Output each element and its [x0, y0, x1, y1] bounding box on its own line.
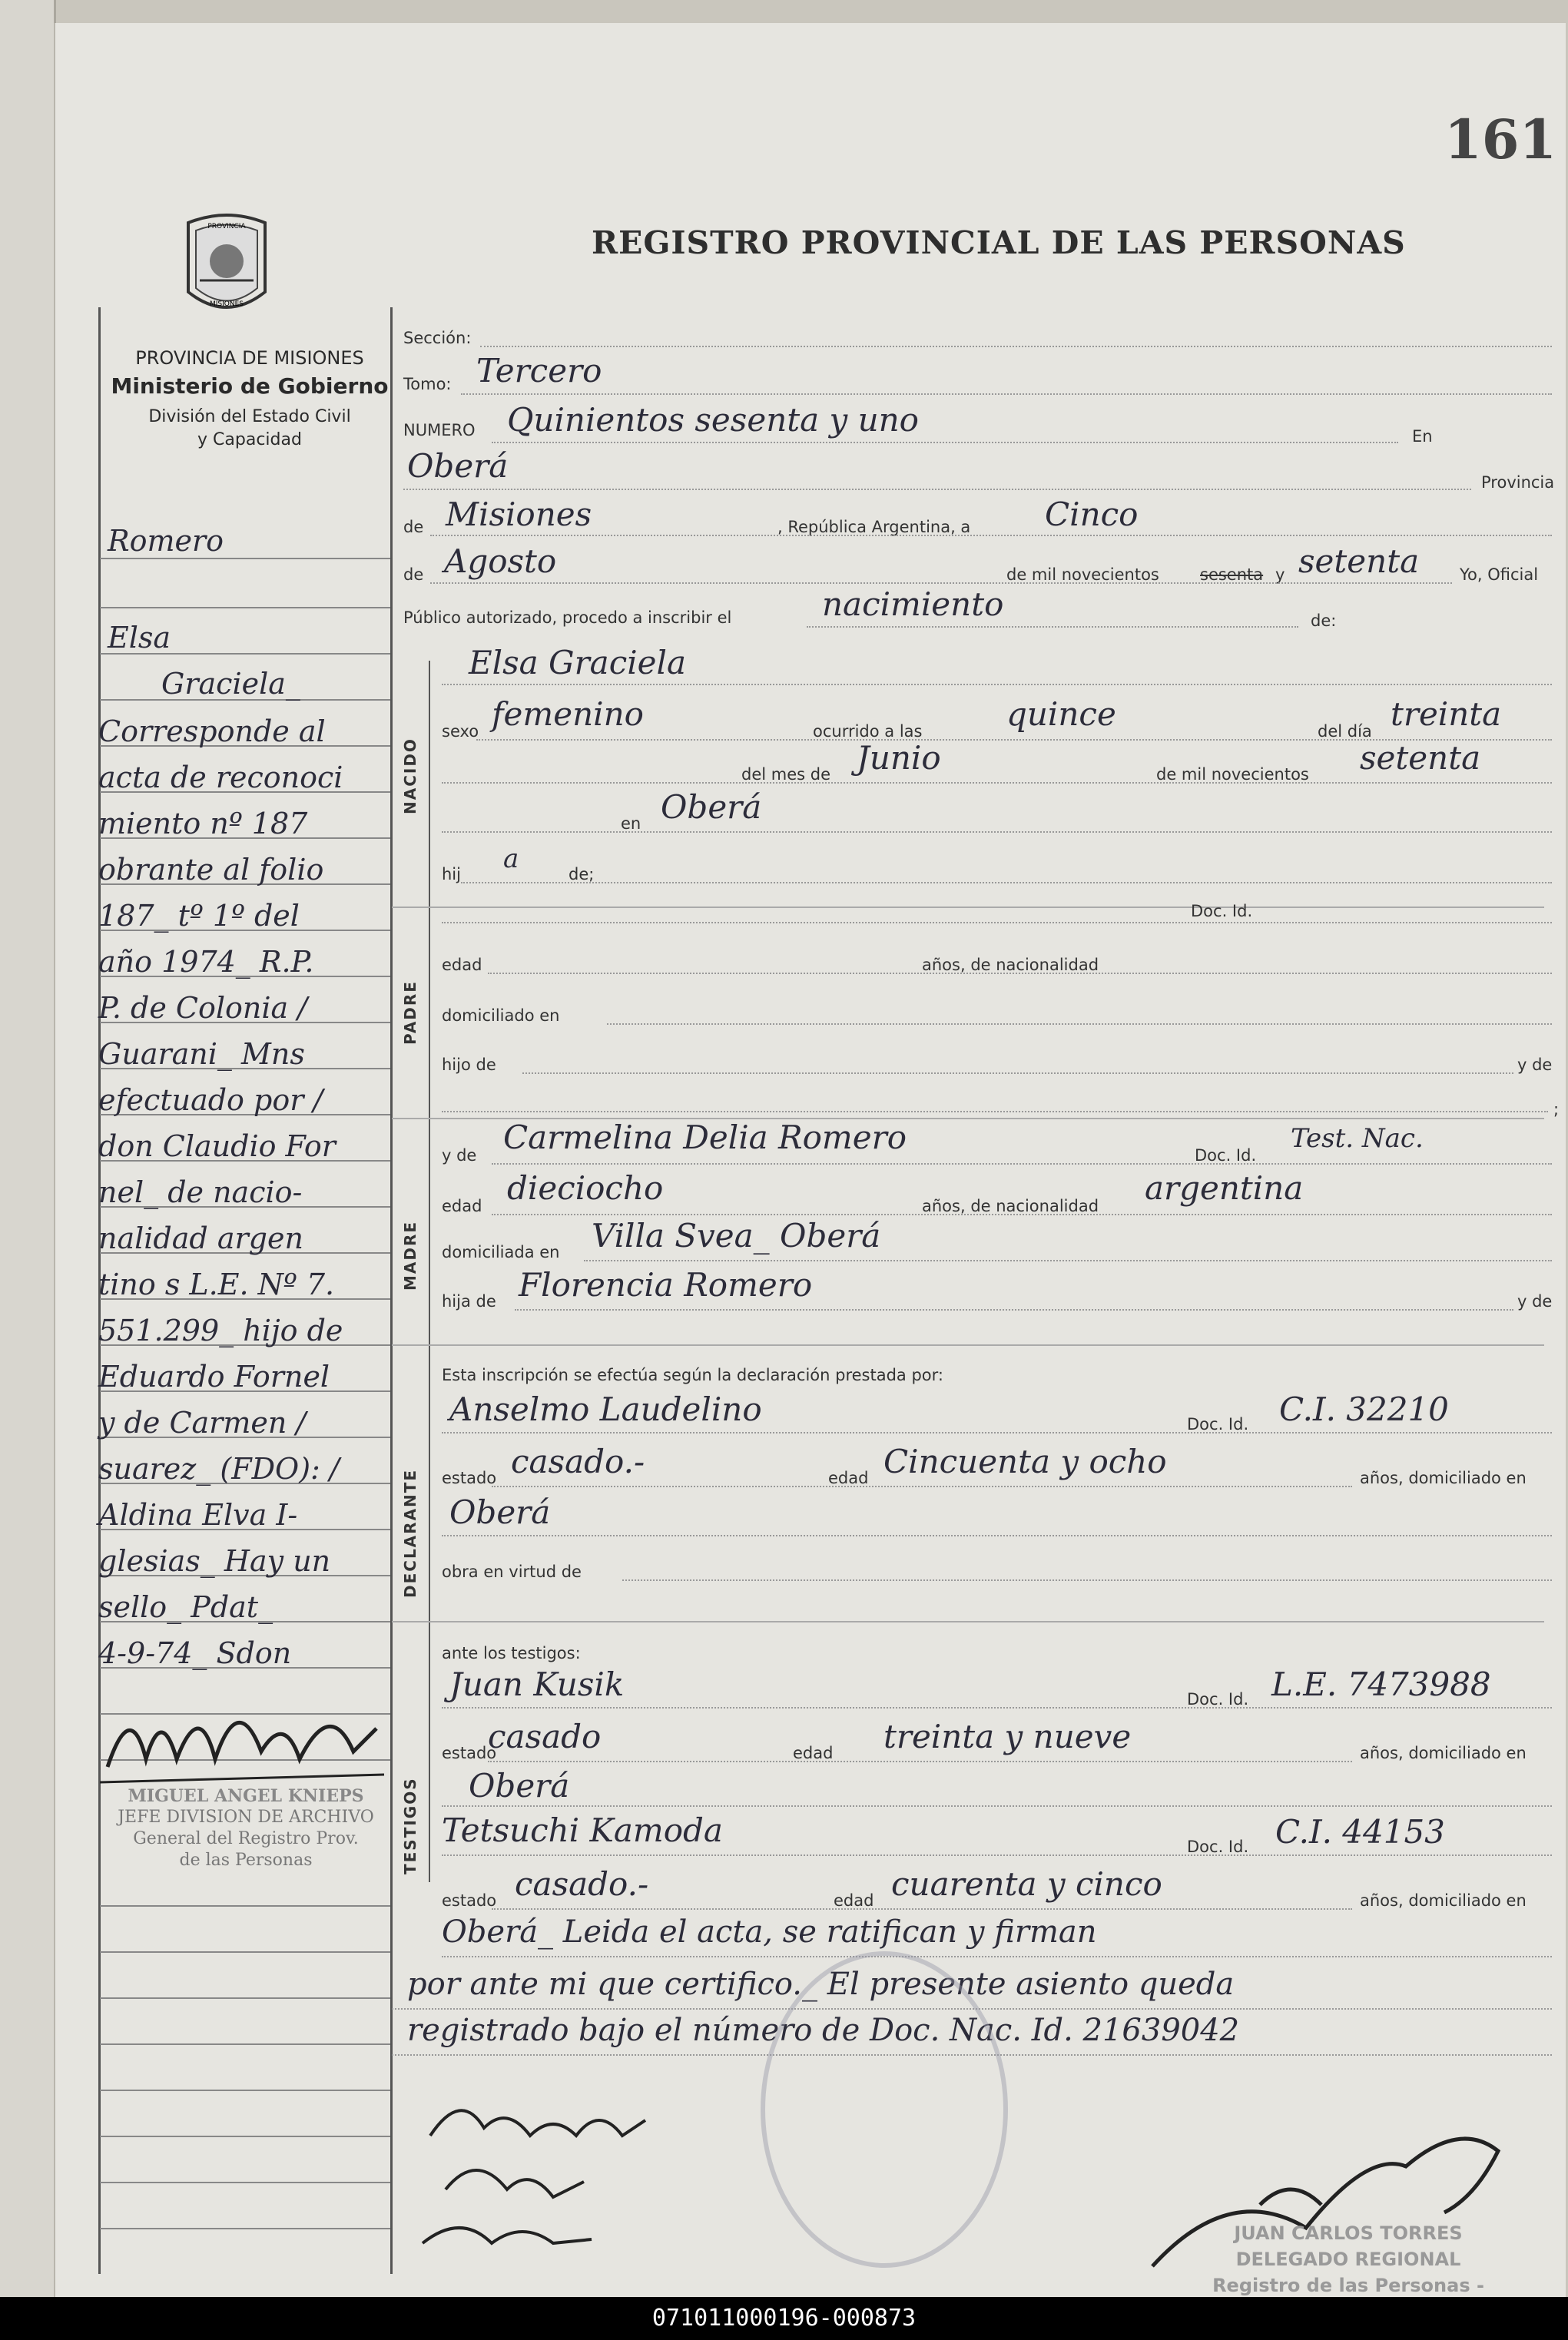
field-testigo2-edad: cuarenta y cinco	[891, 1865, 1162, 1903]
margin-note-line: 551.299_ hijo de	[98, 1314, 343, 1347]
label-tomo: Tomo:	[403, 375, 452, 393]
label-edad-madre: edad	[442, 1197, 482, 1215]
label-de-semicolon: de;	[569, 865, 595, 883]
label-domiciliada: domiciliada en	[442, 1243, 560, 1261]
label-y-de-padre: y de	[1517, 1056, 1553, 1074]
dotted-line	[461, 393, 1552, 395]
dotted-line	[492, 442, 1398, 443]
label-hij: hij	[442, 865, 461, 883]
label-anos-nacionalidad-madre: años, de nacionalidad	[922, 1197, 1099, 1215]
label-sesenta: sesenta	[1200, 565, 1264, 584]
field-mes: Agosto	[444, 542, 557, 580]
margin-note-line: efectuado por /	[98, 1083, 323, 1117]
label-anos-nacionalidad-padre: años, de nacionalidad	[922, 956, 1099, 974]
label-doc-id-declarante: Doc. Id.	[1187, 1415, 1249, 1433]
header-division	[104, 406, 396, 452]
field-testigo1-domicilio: Oberá	[469, 1767, 570, 1805]
margin-note-line: 187_ tº 1º del	[98, 899, 300, 933]
label-y-de-madre: y de	[442, 1146, 477, 1165]
field-testigo2-estado: casado.-	[515, 1865, 649, 1903]
dotted-line	[461, 882, 1552, 883]
margin-note-line: Corresponde al	[98, 714, 326, 748]
label-edad-testigo1: edad	[793, 1744, 834, 1762]
margin-note-line: y de Carmen /	[98, 1406, 307, 1440]
dotted-line	[442, 922, 1552, 923]
label-de-colon: de:	[1311, 612, 1337, 630]
dotted-line	[622, 1579, 1552, 1581]
dotted-line	[403, 489, 1471, 490]
field-testigo1: Juan Kusik	[449, 1666, 625, 1703]
margin-note-line: nalidad argen	[98, 1221, 303, 1255]
dotted-line	[492, 1214, 1552, 1215]
margin-surname: Romero	[108, 524, 224, 558]
dotted-line	[430, 582, 1452, 584]
label-estado-testigo2: estado	[442, 1891, 497, 1910]
margin-note-line: Guarani_ Mns	[98, 1037, 305, 1071]
margin-note-line: año 1974_ R.P.	[98, 945, 314, 979]
margin-note-line: tino s L.E. Nº 7.	[98, 1268, 335, 1301]
label-y-de-abuela: y de	[1517, 1292, 1553, 1311]
label-seccion: Sección:	[403, 329, 472, 347]
dotted-line	[442, 1535, 1552, 1536]
dotted-line	[492, 1908, 1352, 1910]
margin-stamp-line: MIGUEL ANGEL KNIEPS	[128, 1786, 364, 1806]
label-anos-domiciliado-testigo1: años, domiciliado en	[1360, 1744, 1527, 1762]
label-yo-oficial: Yo, Oficial	[1460, 565, 1539, 584]
margin-note-line: Eduardo Fornel	[98, 1360, 330, 1394]
margin-official-stamp	[85, 1785, 407, 1871]
dotted-line	[442, 1956, 1552, 1957]
section-divider	[392, 1621, 1544, 1622]
label-doc-id-testigo2: Doc. Id.	[1187, 1838, 1249, 1856]
section-label-nacido: NACIDO	[401, 737, 419, 814]
closing-line-2: por ante mi que certifico._ El presente asiento queda	[407, 1967, 1235, 2002]
field-nombre: Elsa Graciela	[469, 644, 686, 681]
dotted-line	[607, 1023, 1552, 1025]
round-official-stamp	[761, 1951, 1008, 2268]
field-lugar: Oberá	[407, 447, 509, 485]
margin-note-line: glesias_ Hay un	[98, 1544, 331, 1578]
label-anos-domiciliado-declarante: años, domiciliado en	[1360, 1469, 1527, 1487]
field-sexo: femenino	[492, 695, 644, 733]
footer-id: 071011000196-000873	[0, 2297, 1568, 2340]
label-hija-de: hija de	[442, 1292, 496, 1311]
emblem-bottom-text: MISIONES	[209, 300, 244, 308]
field-anio-nacimiento: setenta	[1360, 739, 1481, 777]
margin-stamp-line: de las Personas	[179, 1851, 313, 1870]
label-doc-id-madre: Doc. Id.	[1195, 1146, 1257, 1165]
margin-note-line: P. de Colonia /	[98, 991, 308, 1025]
dotted-line	[807, 626, 1298, 628]
section-label-declarante: DECLARANTE	[401, 1468, 419, 1598]
margin-stamp-line: General del Registro Prov.	[133, 1829, 359, 1848]
field-declarante-estado: casado.-	[511, 1443, 645, 1480]
signature-declarante	[415, 2074, 691, 2266]
field-testigo2: Tetsuchi Kamoda	[442, 1811, 723, 1849]
field-provincia: Misiones	[446, 496, 592, 533]
field-madre-hija-de: Florencia Romero	[519, 1266, 813, 1304]
dotted-line	[442, 684, 1552, 685]
margin-signature	[100, 1682, 392, 1798]
field-dia-nacimiento: treinta	[1391, 695, 1502, 733]
dotted-line	[515, 1309, 1513, 1311]
margin-note-line: acta de reconoci	[98, 761, 343, 794]
field-madre-domicilio: Villa Svea_ Oberá	[592, 1217, 881, 1255]
emblem-top-text: PROVINCIA	[207, 223, 246, 230]
field-numero: Quinientos sesenta y uno	[507, 401, 919, 439]
header-division-line1: División del Estado Civil	[148, 407, 351, 426]
section-divider	[392, 907, 1544, 908]
field-mes-nacimiento: Junio	[857, 739, 941, 777]
label-de: de	[403, 518, 424, 536]
field-hij: a	[503, 844, 519, 874]
label-de-2: de	[403, 565, 424, 584]
margin-first-name: Elsa	[108, 621, 171, 655]
section-label-testigos: TESTIGOS	[401, 1777, 419, 1874]
dotted-line	[480, 346, 1552, 347]
label-mil-novecientos: de mil novecientos	[1156, 765, 1309, 784]
label-doc-id-testigo1: Doc. Id.	[1187, 1690, 1249, 1709]
dotted-line	[442, 1707, 1552, 1709]
official-stamp-line: DELEGADO REGIONAL	[1235, 2249, 1461, 2270]
margin-note-line: Aldina Elva I-	[98, 1498, 298, 1532]
dotted-line	[492, 1163, 1552, 1165]
label-y: y	[1275, 565, 1285, 584]
field-hora: quince	[1006, 695, 1116, 733]
dotted-line	[522, 1072, 1513, 1074]
closing-line-1: Oberá_ Leida el acta, se ratifican y firman	[442, 1914, 1097, 1950]
dotted-line	[488, 1761, 1352, 1762]
field-madre-nombre: Carmelina Delia Romero	[503, 1119, 907, 1156]
field-declarante: Anselmo Laudelino	[449, 1390, 762, 1428]
label-de-mil-novecientos: de mil novecientos	[1006, 565, 1159, 584]
dotted-line	[442, 1805, 1552, 1807]
section-label-padre: PADRE	[401, 980, 419, 1045]
document-title: REGISTRO PROVINCIAL DE LAS PERSONAS	[592, 224, 1406, 261]
label-estado-testigo1: estado	[442, 1744, 497, 1762]
field-madre-doc: Test. Nac.	[1291, 1123, 1424, 1154]
margin-right-border	[390, 307, 393, 2274]
label-domiciliado-padre: domiciliado en	[442, 1006, 560, 1025]
field-declarante-doc: C.I. 32210	[1279, 1390, 1449, 1428]
margin-stamp-line: JEFE DIVISION DE ARCHIVO	[118, 1808, 374, 1827]
label-numero: NUMERO	[403, 421, 476, 439]
margin-note-line: miento nº 187	[98, 807, 308, 840]
section-divider	[392, 1344, 1544, 1346]
label-obra: obra en virtud de	[442, 1563, 582, 1581]
margin-second-name: Graciela_	[161, 667, 300, 701]
field-testigo1-edad: treinta y nueve	[883, 1718, 1132, 1755]
official-stamp-line: JUAN CARLOS TORRES	[1234, 2222, 1463, 2244]
label-sexo: sexo	[442, 722, 479, 741]
label-republica: , República Argentina, a	[777, 518, 971, 536]
label-ante-testigos: ante los testigos:	[442, 1644, 581, 1662]
label-provincia: Provincia	[1481, 473, 1555, 492]
label-hijo-de: hijo de	[442, 1056, 496, 1074]
provincia-misiones-emblem-icon	[181, 207, 273, 330]
header-division-line2: y Capacidad	[197, 430, 302, 449]
field-acto: nacimiento	[822, 585, 1004, 623]
official-stamp-line: Registro de las Personas -	[1212, 2275, 1484, 2296]
label-doc-id-padre: Doc. Id.	[1191, 902, 1253, 920]
field-madre-nacionalidad: argentina	[1145, 1169, 1304, 1207]
field-testigo1-estado: casado	[488, 1718, 602, 1755]
field-lugar-nacimiento: Oberá	[661, 788, 762, 826]
dotted-line	[442, 1854, 1552, 1856]
dotted-line	[442, 1432, 1552, 1433]
label-en: En	[1412, 427, 1433, 446]
label-edad-declarante: edad	[828, 1469, 869, 1487]
dotted-line	[430, 535, 1552, 536]
closing-line-3: registrado bajo el número de Doc. Nac. Id. 21639042	[407, 2013, 1240, 2048]
field-madre-edad: dieciocho	[507, 1169, 664, 1207]
label-del-dia: del día	[1318, 722, 1372, 741]
field-dia: Cinco	[1045, 496, 1139, 533]
label-ocurrido: ocurrido a las	[813, 722, 923, 741]
dotted-line	[488, 973, 1552, 974]
label-edad-padre: edad	[442, 956, 482, 974]
dotted-line	[442, 1111, 1548, 1112]
margin-note-line: nel_ de nacio-	[98, 1175, 303, 1209]
field-anio: setenta	[1298, 542, 1420, 580]
margin-note-line: suarez_ (FDO): /	[98, 1452, 340, 1486]
binder-edge	[0, 0, 56, 2297]
dotted-line	[584, 1260, 1552, 1261]
label-publico: Público autorizado, procedo a inscribir el	[403, 608, 732, 627]
dotted-line	[442, 831, 1552, 833]
label-del-mes-de: del mes de	[741, 765, 831, 784]
margin-note-line: don Claudio For	[98, 1129, 336, 1163]
dotted-line	[442, 782, 1552, 784]
label-inscripcion: Esta inscripción se efectúa según la declaración prestada por:	[442, 1366, 943, 1384]
field-testigo1-doc: L.E. 7473988	[1271, 1666, 1491, 1703]
field-declarante-domicilio: Oberá	[449, 1493, 551, 1531]
margin-note-line: 4-9-74_ Sdon	[98, 1636, 292, 1670]
page-number: 161	[1444, 108, 1557, 171]
header-ministry: Ministerio de Gobierno	[111, 373, 389, 399]
label-semicolon: ;	[1553, 1100, 1560, 1119]
field-testigo2-doc: C.I. 44153	[1275, 1813, 1445, 1851]
label-estado-declarante: estado	[442, 1469, 497, 1487]
section-border	[429, 661, 430, 1882]
section-label-madre: MADRE	[401, 1220, 419, 1291]
dotted-line	[492, 1486, 1352, 1487]
margin-note-line: obrante al folio	[98, 853, 324, 887]
margin-note-line: sello_ Pdat_	[98, 1590, 273, 1624]
label-edad-testigo2: edad	[834, 1891, 874, 1910]
header-province: PROVINCIA DE MISIONES	[135, 347, 364, 369]
field-tomo: Tercero	[476, 352, 602, 389]
label-anos-domiciliado-testigo2: años, domiciliado en	[1360, 1891, 1527, 1910]
label-en-nacimiento: en	[621, 814, 641, 833]
field-declarante-edad: Cincuenta y ocho	[883, 1443, 1167, 1480]
